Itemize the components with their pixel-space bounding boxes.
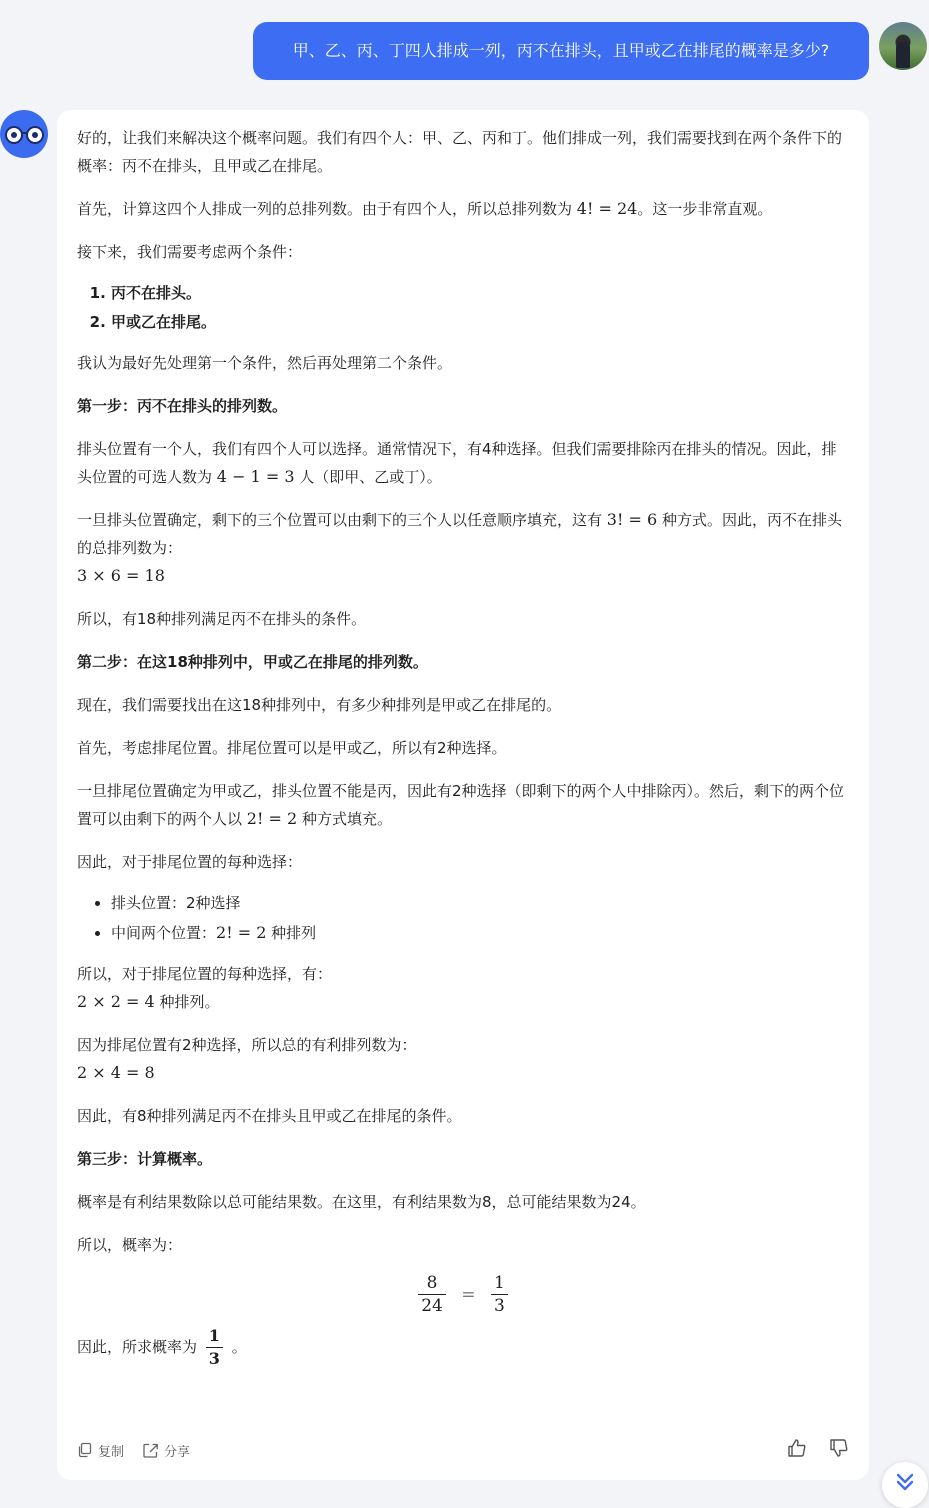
share-button[interactable]: 分享 — [142, 1441, 190, 1460]
fraction-1-3: $\frac{1}{3}$ — [491, 1272, 508, 1317]
step3-paragraph-2: 所以，概率为： — [77, 1236, 183, 1254]
answer-intro: 好的，让我们来解决这个概率问题。我们有四个人：甲、乙、丙和丁。他们排成一列，我们需要找到在两个条件下的概率：丙不在排头，且甲或乙在排尾。 — [77, 129, 843, 175]
step2-paragraph-5: 所以，对于排尾位置的每种选择，有： 2 × 2 = 4 种排列。 — [77, 965, 333, 1011]
fraction-8-24: $\frac{8}{24}$ — [418, 1272, 446, 1317]
answer-plan: 我认为最好先处理第一个条件，然后再处理第二个条件。 — [77, 354, 453, 372]
thumbs-down-icon — [829, 1438, 849, 1458]
step2-paragraph-2: 首先，考虑排尾位置。排尾位置可以是甲或乙，所以有2种选择。 — [77, 739, 507, 757]
user-avatar[interactable] — [879, 22, 927, 70]
step2-paragraph-6: 因为排尾位置有2种选择，所以总的有利排列数为： 2 × 4 = 8 — [77, 1036, 417, 1082]
step1-equation: 3 × 6 = 18 — [77, 566, 165, 585]
step3-title: 第三步：计算概率。 — [77, 1150, 213, 1168]
like-button[interactable] — [787, 1438, 807, 1462]
conditions-list — [77, 279, 849, 337]
dislike-button[interactable] — [829, 1438, 849, 1462]
total-math: 4! = 24 — [576, 199, 638, 218]
step2-bullets — [77, 889, 849, 948]
copy-button[interactable]: 复制 — [77, 1441, 124, 1460]
assistant-avatar-icon — [0, 110, 48, 158]
step2-paragraph-3: 一旦排尾位置确定为甲或乙，排头位置不能是丙，因此有2种选择（即剩下的两个人中排除丙）。然后，剩下的两个位置可以由剩下的两个人以 2! = 2 种方式填充。 — [77, 782, 845, 828]
assistant-answer-card — [57, 110, 869, 1480]
step2-conclusion: 因此，有8种排列满足丙不在排头且甲或乙在排尾的条件。 — [77, 1107, 462, 1125]
scroll-to-bottom-button[interactable] — [882, 1462, 928, 1508]
bullet-item: • 排头位置：2种选择 — [111, 889, 849, 918]
copy-icon — [77, 1442, 93, 1458]
conditions-intro: 接下来，我们需要考虑两个条件： — [77, 243, 303, 261]
thumbs-up-icon — [787, 1438, 807, 1458]
share-icon — [142, 1442, 159, 1459]
double-chevron-down-icon — [894, 1471, 916, 1493]
final-fraction: $\frac{1}{3}$ — [206, 1325, 223, 1370]
step2-paragraph-4: 因此，对于排尾位置的每种选择： — [77, 853, 303, 871]
step1-conclusion: 所以，有18种排列满足丙不在排头的条件。 — [77, 610, 367, 628]
step1-title: 第一步：丙不在排头的排列数。 — [77, 397, 288, 415]
bullet-item: • 中间两个位置：2! = 2 种排列 — [111, 918, 849, 948]
step1-paragraph-2: 一旦排头位置确定，剩下的三个位置可以由剩下的三个人以任意顺序填充，这有 3! = 6 种方式。因此，丙不在排头的总排列数为： 3 × 6 = 18 — [77, 510, 842, 585]
step1-paragraph-1: 排头位置有一个人，我们有四个人可以选择。通常情况下，有4种选择。但我们需要排除丙在排头的情况。因此，排头位置的可选人数为 4 − 1 = 3 人（即甲、乙或丁）。 — [77, 440, 837, 486]
answer-actions — [77, 1432, 849, 1468]
probability-equation: $\frac{8}{24}$ = $\frac{1}{3}$ — [77, 1272, 849, 1317]
step3-paragraph-1: 概率是有利结果数除以总可能结果数。在这里，有利结果数为8，总可能结果数为24。 — [77, 1193, 646, 1211]
user-message-row — [0, 0, 929, 100]
final-answer: 因此，所求概率为 $\frac{1}{3}$ 。 — [77, 1326, 247, 1368]
step2-paragraph-1: 现在，我们需要找出在这18种排列中，有多少种排列是甲或乙在排尾的。 — [77, 696, 562, 714]
condition-item: 2. 甲或乙在排尾。 — [111, 308, 849, 337]
step2-title: 第二步：在这18种排列中，甲或乙在排尾的排列数。 — [77, 653, 428, 671]
answer-total: 首先，计算这四个人排成一列的总排列数。由于有四个人，所以总排列数为 4! = 24。这一步非常直观。 — [77, 199, 773, 218]
user-question-bubble: 甲、乙、丙、丁四人排成一列，丙不在排头，且甲或乙在排尾的概率是多少? — [253, 22, 869, 80]
condition-item: 1. 丙不在排头。 — [111, 279, 849, 308]
